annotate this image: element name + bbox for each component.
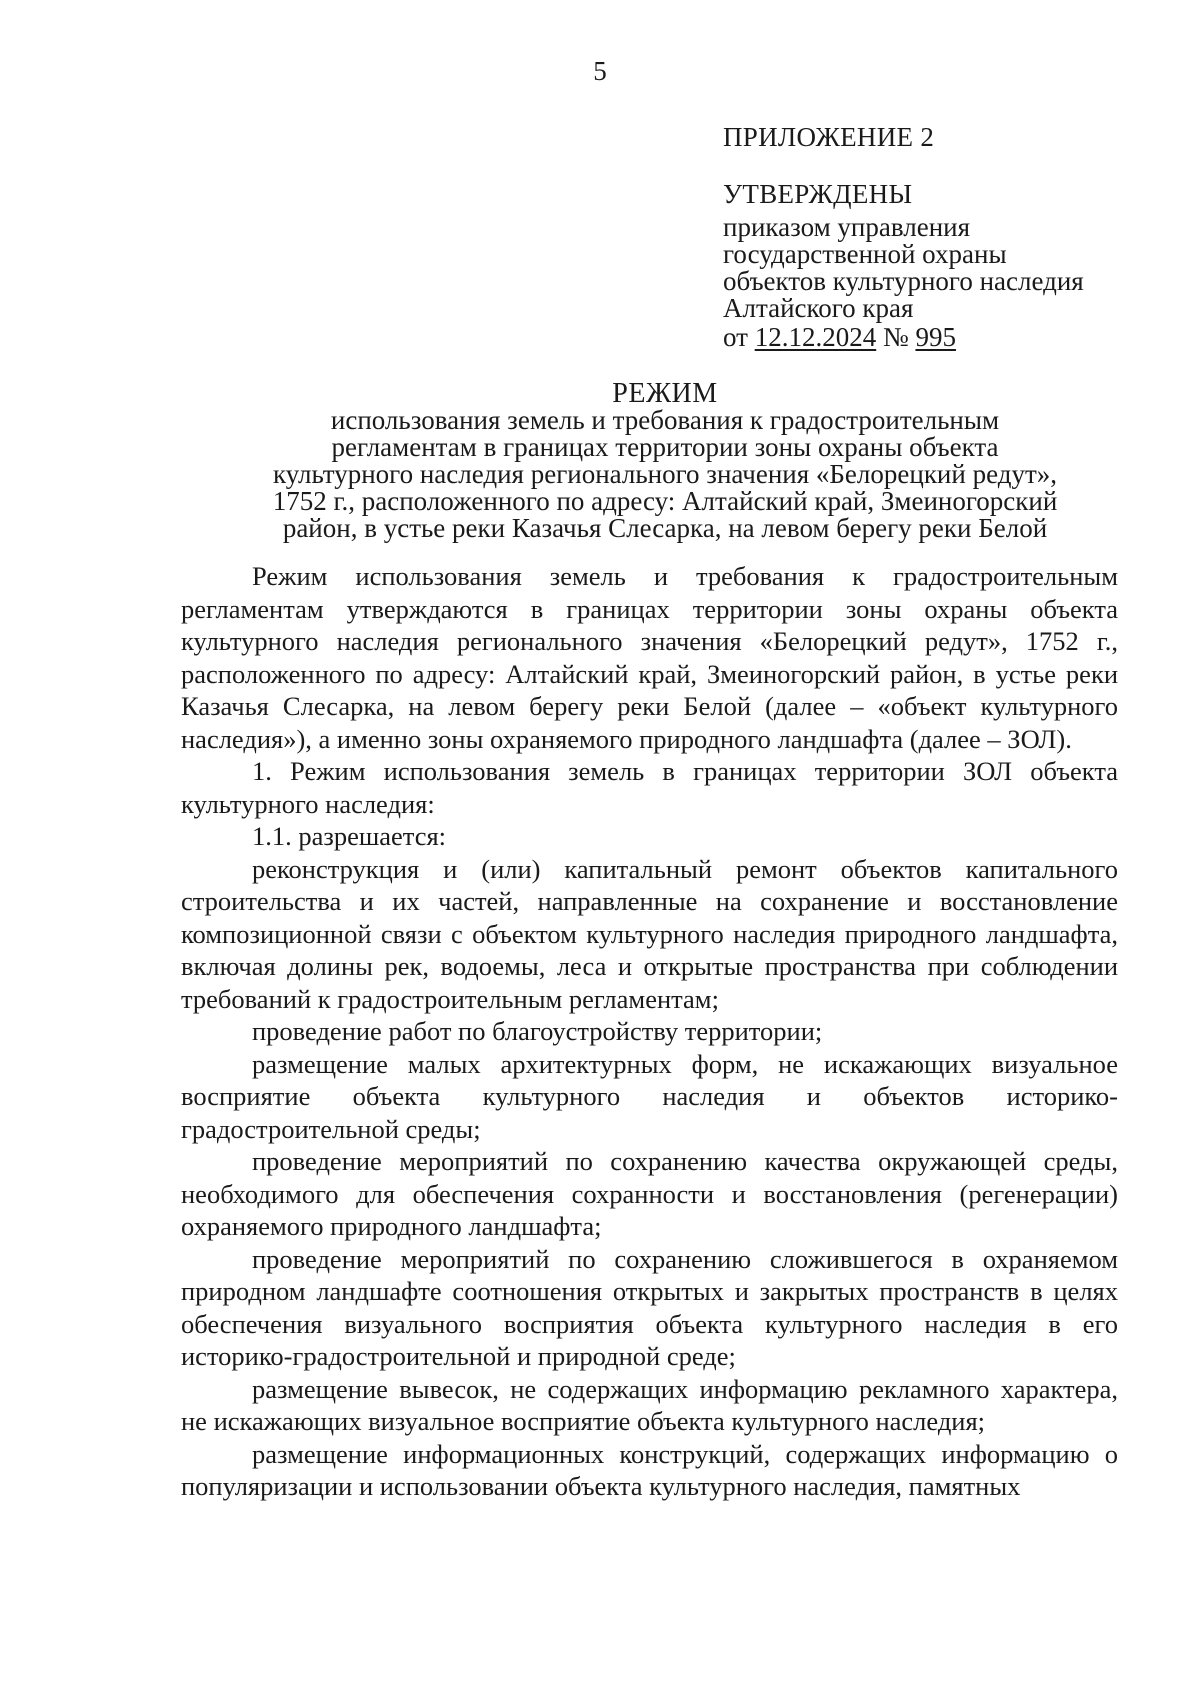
paragraph: проведение мероприятий по сохранению сложившегося в охраняемом природном ландшафте соотношения открытых и закрытых пространств в целях обеспечения визуального восприятия объекта культурного наследия в его историко-градостроительной и природной среде; [181,1243,1118,1371]
paragraph: размещение информационных конструкций, содержащих информацию о популяризации и использовании объекта культурного наследия, памятных [181,1438,1118,1501]
approved-line: Алтайского края [723,293,914,323]
paragraph: проведение мероприятий по сохранению качества окружающей среды, необходимого для обеспечения сохранности и восстановления (регенерации) охраняемого природного ландшафта; [181,1146,1118,1241]
paragraph: размещение малых архитектурных форм, не искажающих визуальное восприятие объекта культурного наследия и объектов историко-градостроительной среды; [181,1048,1118,1144]
date-prefix: от [723,322,748,352]
approved-line: приказом управления [723,212,971,242]
regime-subtitle-line: регламентам в границах территории зоны охраны объекта [331,432,999,462]
paragraph: проведение работ по благоустройству территории; [252,1016,823,1046]
paragraph: Режим использования земель и требования к градостроительным регламентам утверждаются в границах территории зоны охраны объекта культурного наследия регионального значения «Белорецкий редут», 1752 г., расположенного по адресу: Алтайский край, Змеиногорский район, в устье реки Казачья Слесарка, на левом берегу реки Белой (далее – «объект культурного наследия»), а именно зоны охраняемого природного ландшафта (далее – ЗОЛ). [181,561,1118,754]
regime-subtitle-line: 1752 г., расположенного по адресу: Алтайский край, Змеиногорский [272,486,1058,516]
body-text [181,560,1118,1503]
regime-subtitle-line: район, в устье реки Казачья Слесарка, на левом берегу реки Белой [282,513,1048,543]
regime-heading [220,380,1110,542]
paragraph: 1. Режим использования земель в границах территории ЗОЛ объекта культурного наследия: [181,756,1118,819]
paragraph: реконструкция и (или) капитальный ремонт объектов капитального строительства и их частей, направленные на сохранение и восстановление композиционной связи с объектом культурного наследия природного ландшафта, включая долины рек, водоемы, леса и открытые пространства при соблюдении требований к градостроительным регламентам; [181,853,1118,1014]
regime-title: РЕЖИМ [612,378,718,409]
paragraph: размещение вывесок, не содержащих информацию рекламного характера, не искажающих визуальное восприятие объекта культурного наследия; [181,1373,1118,1436]
paragraph: 1.1. разрешается: [252,821,447,851]
page-number: 5 [593,56,607,86]
order-date-line [723,322,1163,352]
appendix-block [723,124,1163,352]
approved-title: УТВЕРЖДЕНЫ [723,179,913,209]
appendix-title: ПРИЛОЖЕНИЕ 2 [723,122,935,152]
regime-subtitle-line: культурного наследия регионального значения «Белорецкий редут», [272,459,1057,489]
number-sign: № [882,322,909,352]
order-number: 995 [915,322,956,352]
approved-line: государственной охраны [723,239,1007,269]
order-date: 12.12.2024 [754,322,877,352]
regime-subtitle-line: использования земель и требования к градостроительным [330,405,1000,435]
approved-line: объектов культурного наследия [723,266,1084,296]
